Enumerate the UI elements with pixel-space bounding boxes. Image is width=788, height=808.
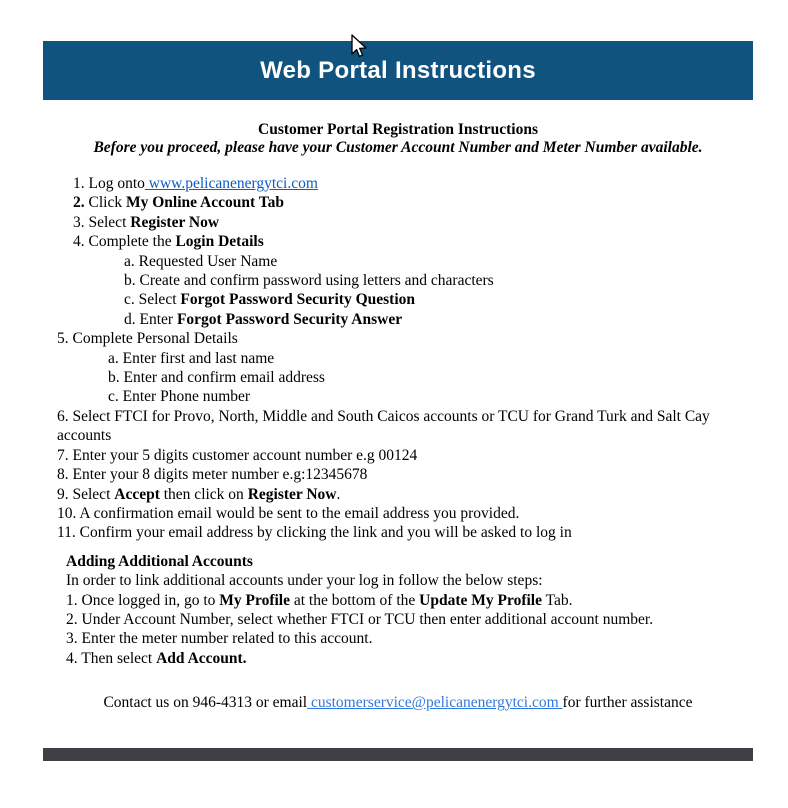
registration-steps (43, 174, 753, 543)
step-4c (43, 290, 753, 309)
text-segment: 4. Complete the (73, 233, 176, 251)
text-segment: Adding Additional Accounts (66, 552, 253, 570)
text-segment: 4. Then select (66, 649, 157, 667)
text-segment: 11. Confirm your email address by clicking the link and you will be asked to log in (57, 524, 572, 542)
adding-accounts-section (43, 552, 753, 668)
text-segment: a. Requested User Name (124, 252, 278, 270)
intro-block (43, 121, 753, 157)
text-segment: 3. Select (73, 213, 131, 231)
text-segment: Forgot Password Security Answer (176, 310, 403, 328)
step-7 (43, 446, 753, 465)
adding-step-1 (43, 591, 753, 610)
text-segment: c. Enter Phone number (108, 388, 251, 406)
text-segment: My Online Account Tab (125, 194, 285, 212)
contact-section (43, 693, 753, 712)
adding-accounts-heading (43, 552, 753, 571)
text-segment: 8. Enter your 8 digits meter number e.g:12345678 (57, 466, 368, 484)
email-link[interactable]: customerservice@pelicanenergytci.com (307, 694, 563, 712)
intro-heading: Customer Portal Registration Instructions (258, 121, 538, 138)
step-6 (43, 407, 753, 446)
footer-bar (43, 748, 753, 761)
text-segment: Register Now (247, 485, 337, 503)
step-11 (43, 523, 753, 542)
text-segment: Register Now (130, 213, 220, 231)
text-segment: 1. Once logged in, go to (66, 591, 220, 609)
text-segment: Contact us on 946-4313 or email (103, 694, 308, 712)
step-3 (43, 213, 753, 232)
step-8 (43, 465, 753, 484)
text-segment: 5. Complete Personal Details (57, 330, 238, 348)
text-segment: In order to link additional accounts under your log in follow the below steps: (66, 572, 543, 590)
text-segment: . (336, 485, 341, 503)
step-4 (43, 232, 753, 251)
text-segment: for further assistance (562, 694, 693, 712)
adding-step-3 (43, 629, 753, 648)
text-segment: 6. Select FTCI for Provo, North, Middle and South Caicos accounts or TCU for Grand Turk and Salt Cay accounts (57, 407, 710, 445)
text-segment: 2. Under Account Number, select whether FTCI or TCU then enter additional account number. (66, 610, 654, 628)
step-4a (43, 252, 753, 271)
text-segment: Update My Profile (419, 591, 542, 609)
portal-link[interactable]: www.pelicanenergytci.com (144, 175, 318, 192)
text-segment: Login Details (175, 233, 264, 251)
text-segment: 3. Enter the meter number related to this account. (66, 630, 373, 648)
text-segment: b. Create and confirm password using letters and characters (124, 272, 494, 290)
text-segment: a. Enter first and last name (108, 349, 275, 367)
mouse-cursor-icon (346, 33, 368, 59)
document-content (43, 100, 753, 713)
step-5b (43, 368, 753, 387)
step-10 (43, 504, 753, 523)
header-banner (43, 41, 753, 100)
text-segment: then click on (159, 485, 248, 503)
banner-title: Web Portal Instructions (260, 56, 536, 84)
step-5a (43, 349, 753, 368)
adding-accounts-intro (43, 571, 753, 590)
text-segment: Accept (114, 485, 160, 503)
text-segment: 9. Select (57, 485, 115, 503)
text-segment: Add Account. (156, 649, 247, 667)
text-segment: b. Enter and confirm email address (108, 369, 325, 387)
adding-step-2 (43, 610, 753, 629)
step-5c (43, 387, 753, 406)
step-5 (43, 329, 753, 348)
text-segment: at the bottom of the (290, 591, 420, 609)
text-segment: d. Enter (124, 310, 177, 328)
contact-line (43, 693, 753, 712)
text-segment: 1. Log onto (73, 175, 145, 192)
text-segment: 2. (73, 194, 89, 212)
text-segment: c. Select (124, 291, 181, 309)
text-segment: 10. A confirmation email would be sent to the email address you provided. (57, 504, 520, 522)
adding-step-4 (43, 649, 753, 668)
step-4b (43, 271, 753, 290)
text-segment: Click (88, 194, 126, 212)
step-9 (43, 485, 753, 504)
intro-note: Before you proceed, please have your Customer Account Number and Meter Number available. (93, 139, 703, 156)
text-segment: Tab. (541, 591, 573, 609)
step-1 (43, 174, 753, 193)
text-segment: 7. Enter your 5 digits customer account number e.g 00124 (57, 446, 418, 464)
step-2 (43, 193, 753, 212)
step-4d (43, 310, 753, 329)
text-segment: My Profile (219, 591, 290, 609)
text-segment: Forgot Password Security Question (180, 291, 416, 309)
